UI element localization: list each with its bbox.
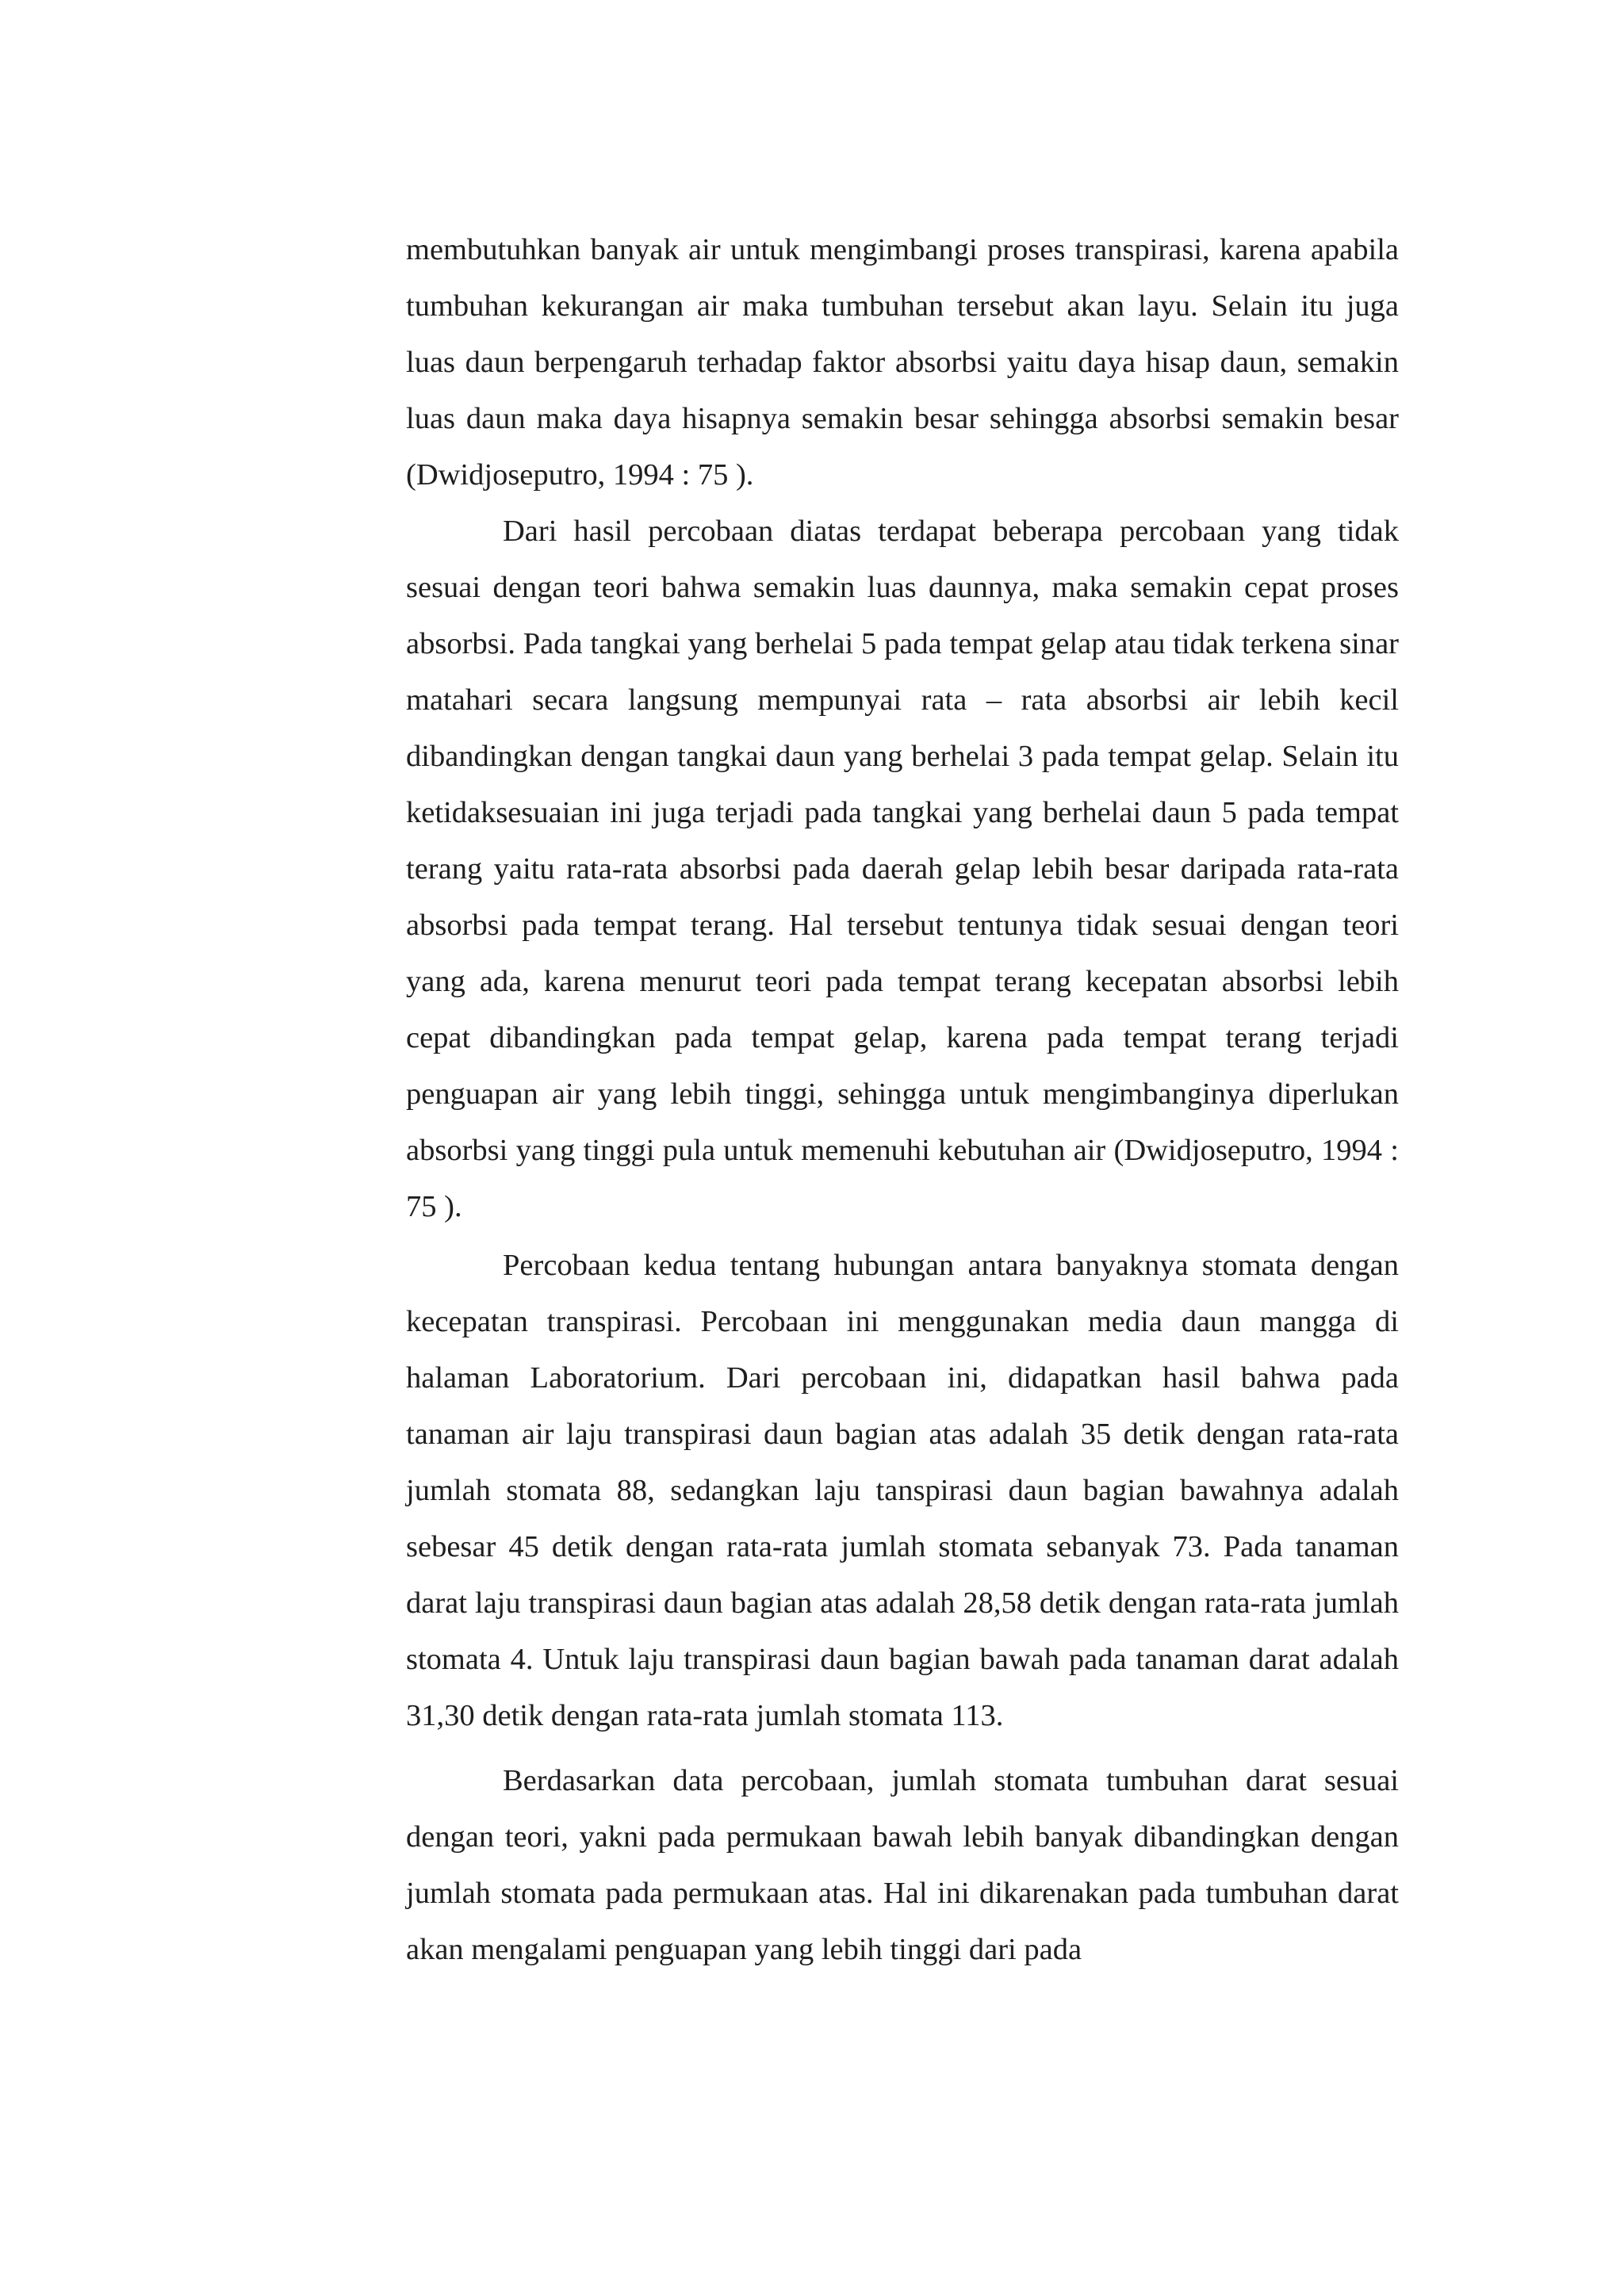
body-text (406, 222, 1399, 1978)
paragraph-3: Percobaan kedua tentang hubungan antara banyaknya stomata dengan kecepatan transpirasi. Percobaan ini menggunakan media daun mangga di halaman Laboratorium. Dari percobaan ini, didapatkan hasil bahwa pada tanaman air laju transpirasi daun bagian atas adalah 35 detik dengan rata-rata jumlah stomata 88, sedangkan laju tanspirasi daun bagian bawahnya adalah sebesar 45 detik dengan rata-rata jumlah stomata sebanyak 73. Pada tanaman darat laju transpirasi daun bagian atas adalah 28,58 detik dengan rata-rata jumlah stomata 4. Untuk laju transpirasi daun bagian bawah pada tanaman darat adalah 31,30 detik dengan rata-rata jumlah stomata 113. (406, 1249, 1399, 1732)
paragraph-4: Berdasarkan data percobaan, jumlah stomata tumbuhan darat sesuai dengan teori, yakni pada permukaan bawah lebih banyak dibandingkan dengan jumlah stomata pada permukaan atas. Hal ini dikarenakan pada tumbuhan darat akan mengalami penguapan yang lebih tinggi dari pada (406, 1764, 1399, 1966)
paragraph-2: Dari hasil percobaan diatas terdapat beberapa percobaan yang tidak sesuai dengan teori bahwa semakin luas daunnya, maka semakin cepat proses absorbsi. Pada tangkai yang berhelai 5 pada tempat gelap atau tidak terkena sinar matahari secara langsung mempunyai rata – rata absorbsi air lebih kecil dibandingkan dengan tangkai daun yang berhelai 3 pada tempat gelap. Selain itu ketidaksesuaian ini juga terjadi pada tangkai yang berhelai daun 5 pada tempat terang yaitu rata-rata absorbsi pada daerah gelap lebih besar daripada rata-rata absorbsi pada tempat terang. Hal tersebut tentunya tidak sesuai dengan teori yang ada, karena menurut teori pada tempat terang kecepatan absorbsi lebih cepat dibandingkan pada tempat gelap, karena pada tempat terang terjadi penguapan air yang lebih tinggi, sehingga untuk mengimbanginya diperlukan absorbsi yang tinggi pula untuk memenuhi kebutuhan air (Dwidjoseputro, 1994 : 75 ). (406, 515, 1399, 1223)
paragraph-1-continuation: membutuhkan banyak air untuk mengimbangi proses transpirasi, karena apabila tumbuhan kekurangan air maka tumbuhan tersebut akan layu. Selain itu juga luas daun berpengaruh terhadap faktor absorbsi yaitu daya hisap daun, semakin luas daun maka daya hisapnya semakin besar sehingga absorbsi semakin besar (Dwidjoseputro, 1994 : 75 ). (406, 233, 1399, 492)
